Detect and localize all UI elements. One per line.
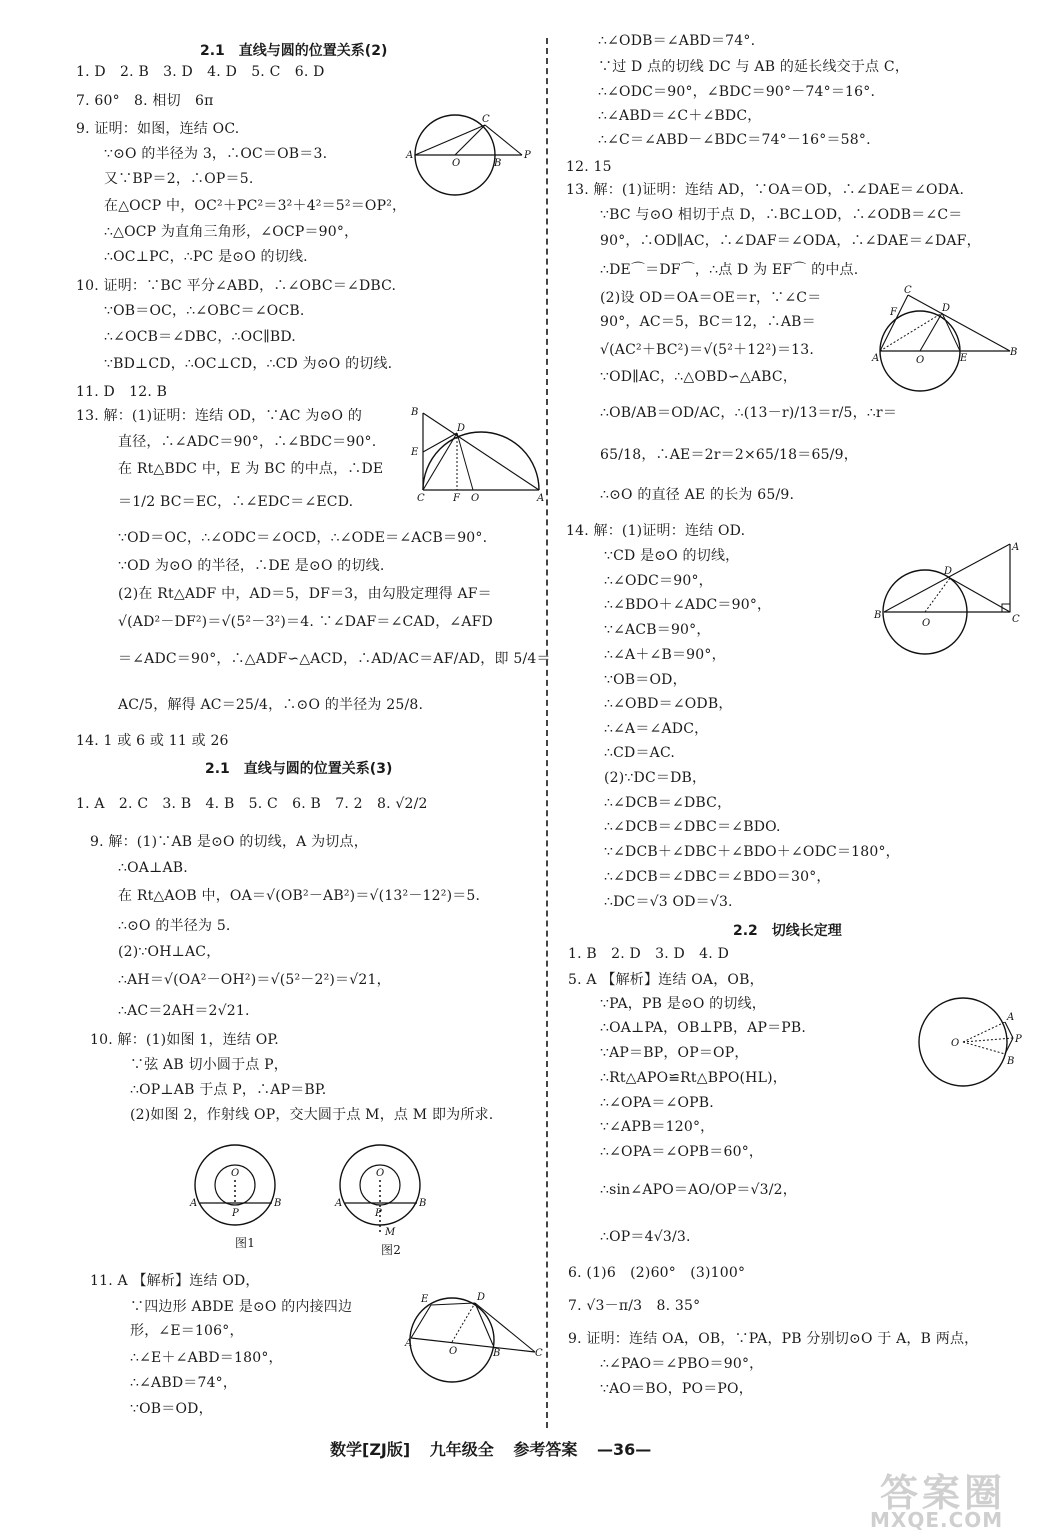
answer-line: ∵OB＝OD， [130,1401,213,1417]
answer-line: ∵过 D 点的切线 DC 与 AB 的延长线交于点 C， [598,59,910,75]
answer-line: ∵OD 为⊙O 的半径，∴DE 是⊙O 的切线. [118,558,385,574]
section-heading-2-1-part2: 2.1 直线与圆的位置关系(2) [200,43,388,59]
answer-line: ∴⊙O 的直径 AE 的长为 65/9. [600,487,795,503]
svg-text:C: C [535,1348,543,1359]
answer-line: ∵∠ACB＝90°， [604,622,711,638]
svg-text:A: A [1012,542,1020,553]
answer-line: ∴∠BDO＋∠ADC＝90°， [604,597,772,613]
answer-line: ∴∠OBD＝∠ODB， [604,696,733,712]
svg-text:O: O [922,618,931,629]
answer-line: ∵⊙O 的半径为 3，∴OC＝OB＝3. [104,146,328,162]
answer-line: ∴∠DCB＝∠DBC＝∠BDO. [604,819,781,835]
svg-text:B: B [874,610,882,621]
svg-text:C: C [904,285,912,296]
svg-text:E: E [960,353,968,364]
answer-line: 13. 解：(1)证明：连结 OD，∵AC 为⊙O 的 [76,408,363,424]
section-heading-2-2: 2.2 切线长定理 [733,923,842,939]
footer-subject: 数学[ZJ版] [330,1440,411,1459]
svg-text:A: A [335,1198,343,1209]
svg-text:E: E [411,447,419,458]
answer-line: ∵BC 与⊙O 相切于点 D，∴BC⊥OD，∴∠ODB＝∠C＝ [600,207,963,223]
answer-line: ＝∠ADC＝90°，∴△ADF∽△ACD，∴AD/AC＝AF/AD，即 5/4＝ [118,651,551,667]
answer-line: ∴DC＝√3 OD＝√3. [604,894,733,910]
watermark-site-text: MXQE.COM [870,1508,1004,1532]
answer-line: 在 Rt△BDC 中，E 为 BC 的中点，∴DE [118,461,384,477]
answer-line: 1. A 2. C 3. B 4. B 5. C 6. B 7. 2 8. √2/2 [76,796,428,812]
answer-line: 1. D 2. B 3. D 4. D 5. C 6. D [76,64,325,80]
answer-line: ∴OB/AB＝OD/AC，∴(13－r)/13＝r/5，∴r＝ [600,405,898,421]
answer-line: 9. 证明：如图，连结 OC. [76,121,240,137]
svg-text:P: P [375,1208,382,1219]
figure-2-concentric-circles [335,1140,445,1240]
answer-line: (2)∵OH⊥AC， [118,944,221,960]
answer-line: 90°，∴OD∥AC，∴∠DAF＝∠ODA，∴∠DAE＝∠DAF， [600,233,981,249]
answer-line: 90°，AC＝5，BC＝12，∴AB＝ [600,314,816,330]
page-footer [330,1437,665,1460]
answer-line: ∵∠APB＝120°， [600,1119,715,1135]
svg-text:B: B [1010,347,1018,358]
answer-line: 9. 解：(1)∵AB 是⊙O 的切线，A 为切点， [90,834,368,850]
answer-line: ∴∠OCB＝∠DBC，∴OC∥BD. [104,329,296,345]
page-number: —36— [596,1440,652,1459]
answer-line: ∵OB＝OD， [604,672,687,688]
svg-text:D: D [942,303,951,314]
svg-text:A: A [872,353,880,364]
figure-q9-circle-tangent [400,110,540,200]
answer-line: ∵BD⊥CD，∴OC⊥CD，∴CD 为⊙O 的切线. [104,356,393,372]
svg-text:A: A [406,150,414,161]
answer-line: ∴Rt△APO≌Rt△BPO(HL)， [600,1070,787,1086]
answer-line: ∴DE⌒＝DF⌒，∴点 D 为 EF⌒ 的中点. [600,262,859,278]
figure-caption-2: 图2 [381,1243,402,1257]
svg-text:F: F [453,493,460,504]
svg-text:C: C [482,114,490,125]
svg-text:O: O [449,1346,458,1357]
answer-line: ∴∠OPA＝∠OPB. [600,1095,714,1111]
answer-line: ∵OD＝OC，∴∠ODC＝∠OCD，∴∠ODE＝∠ACB＝90°. [118,530,488,546]
answer-line: ∴∠C＝∠ABD－∠BDC＝74°－16°＝58°. [598,132,871,148]
answer-line: ∴∠ODB＝∠ABD＝74°. [598,33,756,49]
svg-text:M: M [385,1227,396,1238]
svg-text:A: A [537,493,545,504]
figure-1-concentric-circles [190,1140,300,1235]
answer-line: ∵OB＝OC，∴∠OBC＝∠OCB. [104,303,305,319]
answer-line: 直径，∴∠ADC＝90°，∴∠BDC＝90°. [118,434,377,450]
answer-line: ∴∠A＝∠ADC， [604,721,709,737]
svg-text:O: O [376,1168,385,1179]
answer-line: 10. 解：(1)如图 1，连结 OP. [90,1032,279,1048]
svg-text:O: O [471,493,480,504]
answer-line: ∴∠OPA＝∠OPB＝60°， [600,1144,764,1160]
svg-text:A: A [190,1198,198,1209]
svg-text:P: P [524,150,531,161]
svg-text:A: A [1007,1012,1015,1023]
answer-line: (2)∵DC＝DB， [604,770,707,786]
answer-line: 7. 60° 8. 相切 6π [76,93,214,109]
svg-text:O: O [951,1038,960,1049]
svg-text:B: B [419,1198,427,1209]
svg-text:P: P [232,1208,239,1219]
answer-line: 形，∠E＝106°， [130,1323,244,1339]
answer-line: 10. 证明：∵BC 平分∠ABD，∴∠OBC＝∠DBC. [76,278,397,294]
svg-text:P: P [1015,1034,1022,1045]
answer-line: (2)设 OD＝OA＝OE＝r，∵∠C＝ [600,290,822,306]
figure-q14-circle-right-triangle [870,540,1025,660]
svg-text:O: O [916,355,925,366]
answer-line: ∴OC⊥PC，∴PC 是⊙O 的切线. [104,249,308,265]
figure-q13-right-triangle-circle [870,285,1020,400]
svg-text:B: B [274,1198,282,1209]
svg-text:D: D [477,1292,486,1303]
answer-line: 9. 证明：连结 OA，OB，∵PA，PB 分别切⊙O 于 A，B 两点， [568,1331,979,1347]
answer-line: ∴∠DCB＝∠DBC＝∠BDO＝30°， [604,869,831,885]
svg-text:C: C [1012,614,1020,625]
column-divider [546,38,548,1428]
answer-line: 7. √3－π/3 8. 35° [568,1298,701,1314]
footer-grade: 九年级全 [429,1440,494,1459]
answer-line: √(AC²＋BC²)＝√(5²＋12²)＝13. [600,342,815,358]
answer-line: ∴OA⊥AB. [118,860,188,876]
answer-line: ∵AO＝BO，PO＝PO， [600,1381,753,1397]
svg-text:D: D [944,566,953,577]
watermark-main-text: 答案圈 [880,1471,1007,1515]
answer-line: ∴∠E＋∠ABD＝180°， [130,1350,283,1366]
answer-line: ∴∠ODC＝90°，∠BDC＝90°－74°＝16°. [598,84,876,100]
answer-line: ∴AH＝√(OA²－OH²)＝√(5²－2²)＝√21， [118,972,391,988]
svg-text:C: C [417,493,425,504]
answer-line: 又∵BP＝2，∴OP＝5. [104,171,254,187]
svg-text:B: B [1007,1056,1015,1067]
answer-line: ∵四边形 ABDE 是⊙O 的内接四边 [130,1299,353,1315]
svg-text:E: E [421,1294,429,1305]
svg-text:B: B [411,407,419,418]
answer-line: ∴∠PAO＝∠PBO＝90°， [600,1356,764,1372]
answer-line: ∴∠ABD＝74°， [130,1375,238,1391]
answer-line: 11. A 【解析】连结 OD， [90,1273,260,1289]
footer-section: 参考答案 [513,1440,578,1459]
answer-line: √(AD²－DF²)＝√(5²－3²)＝4. ∵∠DAF＝∠CAD，∠AFD [118,614,493,630]
answer-line: ∴OP⊥AB 于点 P，∴AP＝BP. [130,1082,327,1098]
answer-line: ∴△OCP 为直角三角形，∠OCP＝90°， [104,224,359,240]
answer-line: ∵弦 AB 切小圆于点 P， [130,1057,288,1073]
answer-line: (2)如图 2，作射线 OP，交大圆于点 M，点 M 即为所求. [130,1107,494,1123]
watermark-logo [860,1470,1050,1530]
svg-text:D: D [457,423,466,434]
answer-line: ∴OA⊥PA，OB⊥PB，AP＝PB. [600,1020,807,1036]
answer-line: ∴CD＝AC. [604,745,676,761]
section-heading-2-1-part3: 2.1 直线与圆的位置关系(3) [205,761,393,777]
answer-line: 65/18，∴AE＝2r＝2×65/18＝65/9， [600,447,858,463]
answer-line: 11. D 12. B [76,384,168,400]
svg-text:O: O [231,1168,240,1179]
answer-line: 1. B 2. D 3. D 4. D [568,946,729,962]
answer-line: 14. 解：(1)证明：连结 OD. [566,523,746,539]
answer-line: ∵PA，PB 是⊙O 的切线， [600,996,766,1012]
figure-q11-cyclic-quadrilateral [405,1290,545,1390]
answer-line: ∵OD∥AC，∴△OBD∽△ABC， [600,369,798,385]
answer-line: ∴∠DCB＝∠DBC， [604,795,732,811]
svg-text:B: B [494,158,502,169]
answer-line: ∴AC＝2AH＝2√21. [118,1003,250,1019]
svg-text:F: F [890,307,897,318]
answer-line: ＝1/2 BC＝EC，∴∠EDC＝∠ECD. [118,494,354,510]
answer-line: ∴OP＝4√3/3. [600,1229,691,1245]
answer-line: (2)在 Rt△ADF 中，AD＝5，DF＝3，由勾股定理得 AF＝ [118,586,492,602]
answer-line: ∴sin∠APO＝AO/OP＝√3/2， [600,1182,797,1198]
answer-line: 在△OCP 中，OC²＋PC²＝3²＋4²＝5²＝OP²， [104,198,407,214]
answer-line: 14. 1 或 6 或 11 或 26 [76,733,229,749]
svg-text:B: B [493,1348,501,1359]
answer-line: ∴∠ODC＝90°， [604,573,713,589]
answer-line: ∴∠A＋∠B＝90°， [604,647,726,663]
answer-line: ∵AP＝BP，OP＝OP， [600,1045,749,1061]
answer-line: ∴∠ABD＝∠C＋∠BDC， [598,108,762,124]
answer-line: 13. 解：(1)证明：连结 AD，∵OA＝OD，∴∠DAE＝∠ODA. [566,182,965,198]
answer-line: 5. A 【解析】连结 OA，OB， [568,972,764,988]
answer-line: ∴⊙O 的半径为 5. [118,918,231,934]
svg-text:A: A [405,1338,413,1349]
answer-line: 在 Rt△AOB 中，OA＝√(OB²－AB²)＝√(13²－12²)＝5. [118,888,481,904]
answer-line: AC/5，解得 AC＝25/4，∴⊙O 的半径为 25/8. [118,697,424,713]
svg-text:O: O [452,158,461,169]
answer-line: ∵∠DCB＋∠DBC＋∠BDO＋∠ODC＝180°， [604,844,900,860]
figure-5-tangents-from-point [915,990,1035,1090]
figure-q13-semicircle [405,405,545,504]
figure-caption-1: 图1 [235,1236,256,1250]
answer-line: 12. 15 [566,159,612,175]
answer-line: ∵CD 是⊙O 的切线， [604,548,740,564]
answer-line: 6. (1)6 (2)60° (3)100° [568,1265,746,1281]
